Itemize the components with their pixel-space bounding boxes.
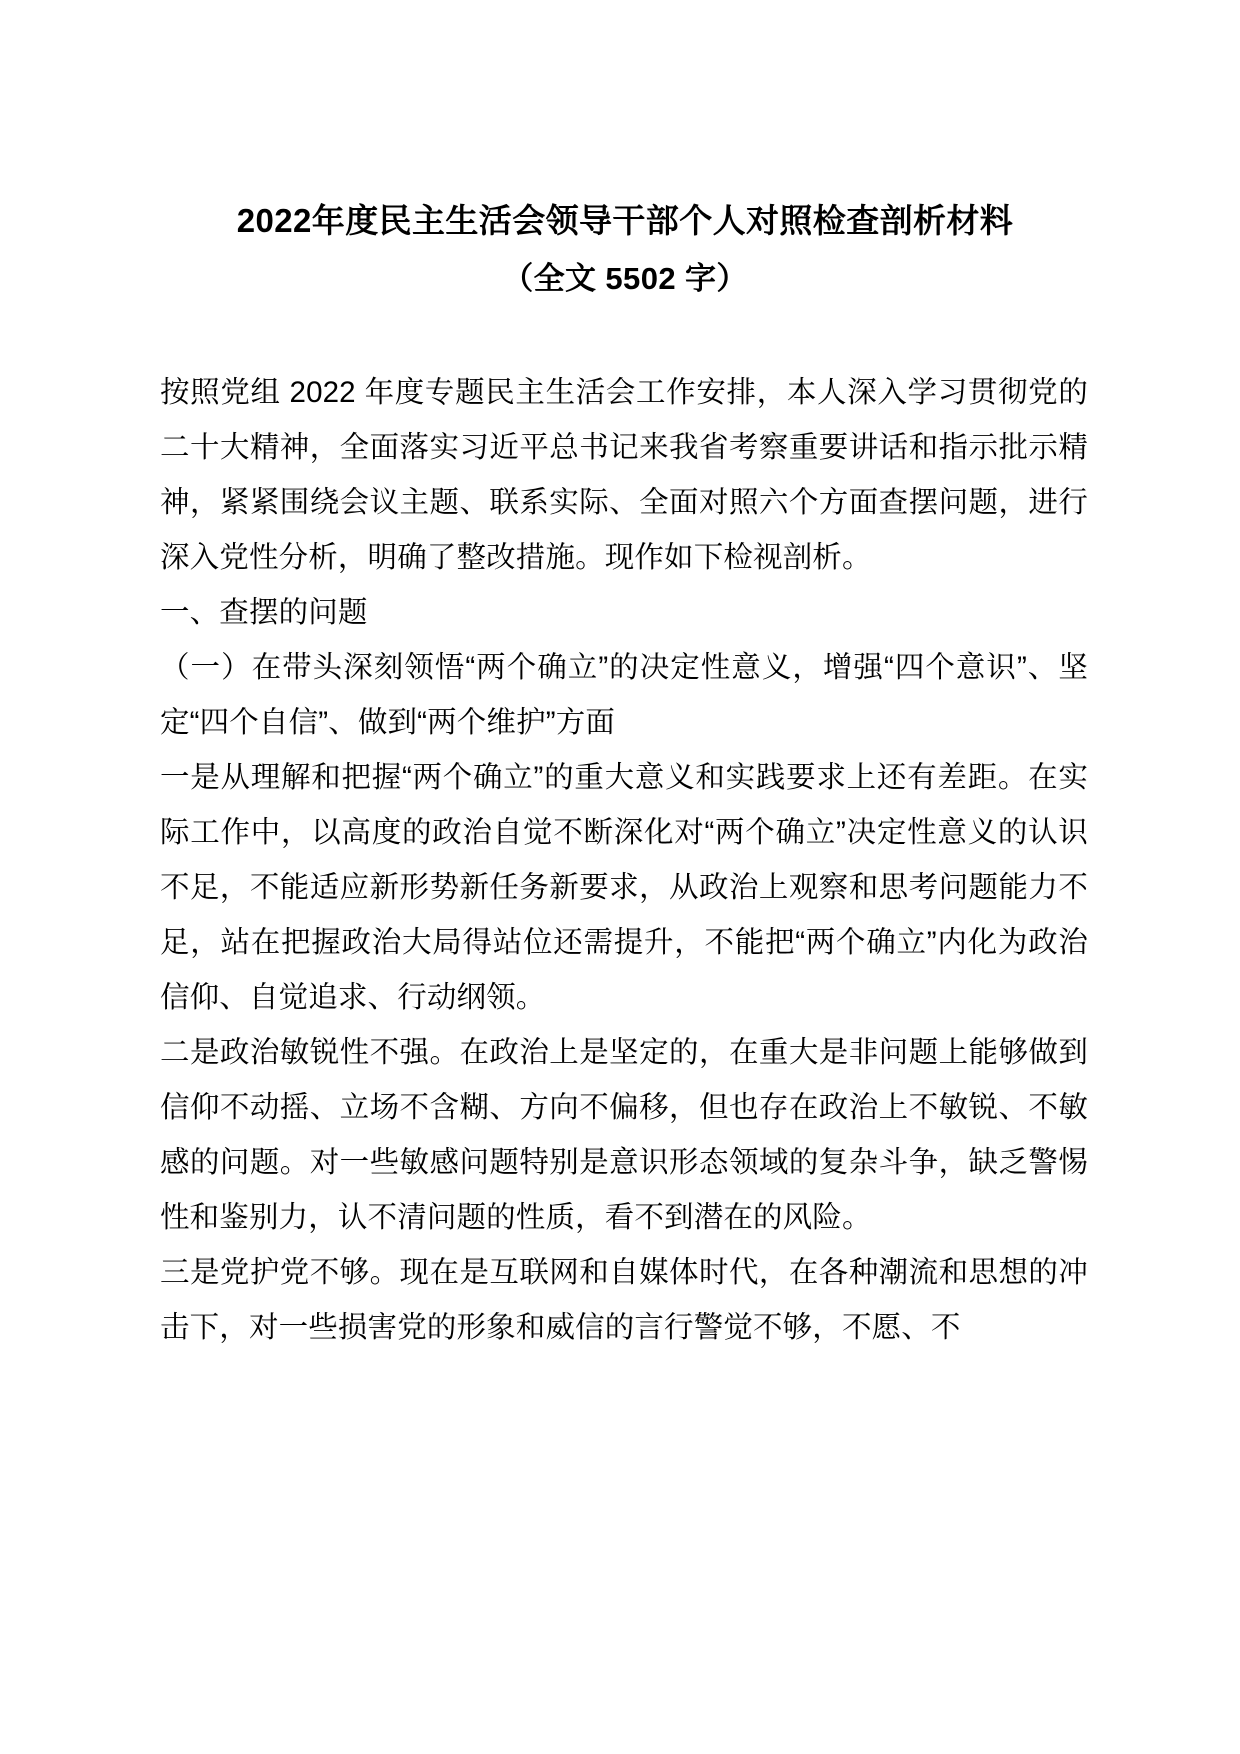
document-body: [160, 303, 1090, 1355]
heading-section-one: 一、查摆的问题: [160, 595, 368, 629]
paragraph-intro: 按照党组 2022 年度专题民主生活会工作安排，本人深入学习贯彻党的二十大精神，全面落实习近平总书记来我省考察重要讲话和指示批示精神，紧紧围绕会议主题、联系实际、全面对照六个方面查摆问题，进行深入党性分析，明确了整改措施。现作如下检视剖析。: [160, 375, 1088, 574]
heading-subsection-one-one: （一）在带头深刻领悟“两个确立”的决定性意义，增强“四个意识”、坚定“四个自信”、做到“两个维护”方面: [160, 650, 1088, 739]
page-subtitle-word-count: （全文 5502 字）: [502, 261, 748, 297]
page-title: 2022年度民主生活会领导干部个人对照检查剖析材料: [236, 202, 1014, 239]
paragraph-item-three: 三是党护党不够。现在是互联网和自媒体时代，在各种潮流和思想的冲击下，对一些损害党的形象和威信的言行警觉不够，不愿、不: [160, 1255, 1088, 1344]
paragraph-item-one: 一是从理解和把握“两个确立”的重大意义和实践要求上还有差距。在实际工作中，以高度的政治自觉不断深化对“两个确立”决定性意义的认识不足，不能适应新形势新任务新要求，从政治上观察和思考问题能力不足，站在把握政治大局得站位还需提升，不能把“两个确立”内化为政治信仰、自觉追求、行动纲领。: [160, 760, 1088, 1014]
document-content: [160, 0, 1090, 1355]
paragraph-item-two: 二是政治敏锐性不强。在政治上是坚定的，在重大是非问题上能够做到信仰不动摇、立场不含糊、方向不偏移，但也存在政治上不敏锐、不敏感的问题。对一些敏感问题特别是意识形态领域的复杂斗争，缺乏警惕性和鉴别力，认不清问题的性质，看不到潜在的风险。: [160, 1035, 1088, 1234]
